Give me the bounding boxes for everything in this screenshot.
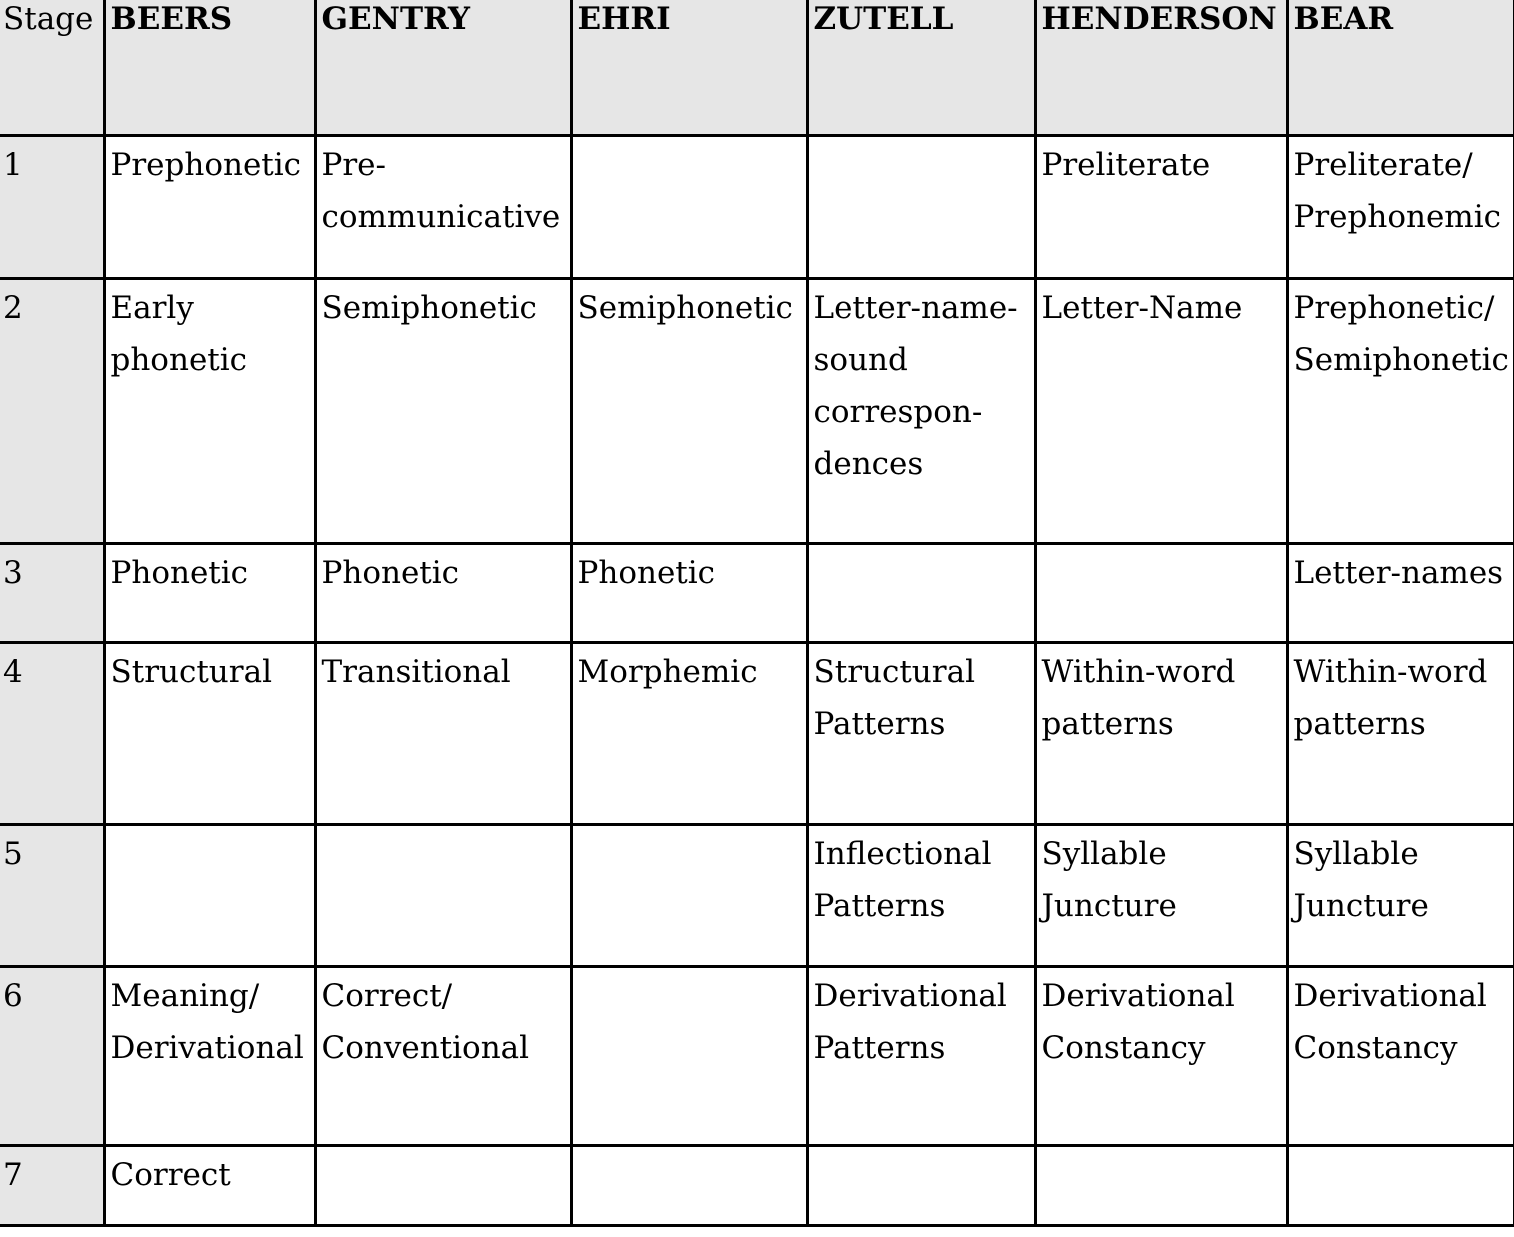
cell-stage: 2: [0, 278, 104, 543]
cell-beers: [104, 824, 315, 966]
cell-beers: Structural: [104, 642, 315, 824]
cell-gentry: Transitional: [315, 642, 571, 824]
cell-stage: 6: [0, 966, 104, 1145]
cell-ehri: [571, 966, 807, 1145]
cell-bear: Letter-names: [1287, 543, 1514, 642]
cell-henderson: Letter-Name: [1035, 278, 1287, 543]
cell-stage: 3: [0, 543, 104, 642]
cell-ehri: Semiphonetic: [571, 278, 807, 543]
cell-bear: [1287, 1145, 1514, 1225]
cell-henderson: [1035, 1145, 1287, 1225]
table-row: [0, 1145, 1514, 1225]
cell-gentry: [315, 1145, 571, 1225]
table-row: [0, 966, 1514, 1145]
cell-gentry: Correct/ Conventional: [315, 966, 571, 1145]
table-row: [0, 278, 1514, 543]
cell-stage: 5: [0, 824, 104, 966]
cell-beers: Phonetic: [104, 543, 315, 642]
cell-zutell: [807, 135, 1035, 278]
cell-zutell: Structural Patterns: [807, 642, 1035, 824]
header-henderson: HENDERSON: [1035, 0, 1287, 135]
cell-henderson: Derivational Constancy: [1035, 966, 1287, 1145]
cell-henderson: [1035, 543, 1287, 642]
cell-ehri: Morphemic: [571, 642, 807, 824]
table-row: [0, 824, 1514, 966]
cell-zutell: Inflectional Patterns: [807, 824, 1035, 966]
cell-beers: Prephonetic: [104, 135, 315, 278]
cell-bear: Syllable Juncture: [1287, 824, 1514, 966]
cell-stage: 7: [0, 1145, 104, 1225]
cell-zutell: [807, 543, 1035, 642]
header-stage: Stage: [0, 0, 104, 135]
table-row: [0, 642, 1514, 824]
header-bear: BEAR: [1287, 0, 1514, 135]
cell-henderson: Preliterate: [1035, 135, 1287, 278]
cell-gentry: Pre-communicative: [315, 135, 571, 278]
cell-beers: Meaning/ Derivational: [104, 966, 315, 1145]
cell-bear: Prephonetic/ Semiphonetic: [1287, 278, 1514, 543]
header-gentry: GENTRY: [315, 0, 571, 135]
cell-ehri: [571, 824, 807, 966]
cell-beers: Correct: [104, 1145, 315, 1225]
cell-ehri: [571, 1145, 807, 1225]
cell-henderson: Within-word patterns: [1035, 642, 1287, 824]
cell-bear: Preliterate/ Prephonemic: [1287, 135, 1514, 278]
cell-bear: Derivational Constancy: [1287, 966, 1514, 1145]
cell-zutell: [807, 1145, 1035, 1225]
header-zutell: ZUTELL: [807, 0, 1035, 135]
header-row: [0, 0, 1514, 135]
cell-gentry: Phonetic: [315, 543, 571, 642]
cell-ehri: Phonetic: [571, 543, 807, 642]
table-row: [0, 543, 1514, 642]
cell-zutell: Letter-name-sound correspon-dences: [807, 278, 1035, 543]
cell-bear: Within-word patterns: [1287, 642, 1514, 824]
cell-stage: 1: [0, 135, 104, 278]
cell-stage: 4: [0, 642, 104, 824]
cell-ehri: [571, 135, 807, 278]
cell-zutell: Derivational Patterns: [807, 966, 1035, 1145]
cell-beers: Early phonetic: [104, 278, 315, 543]
table-row: [0, 135, 1514, 278]
header-ehri: EHRI: [571, 0, 807, 135]
cell-gentry: Semiphonetic: [315, 278, 571, 543]
header-beers: BEERS: [104, 0, 315, 135]
cell-gentry: [315, 824, 571, 966]
cell-henderson: Syllable Juncture: [1035, 824, 1287, 966]
